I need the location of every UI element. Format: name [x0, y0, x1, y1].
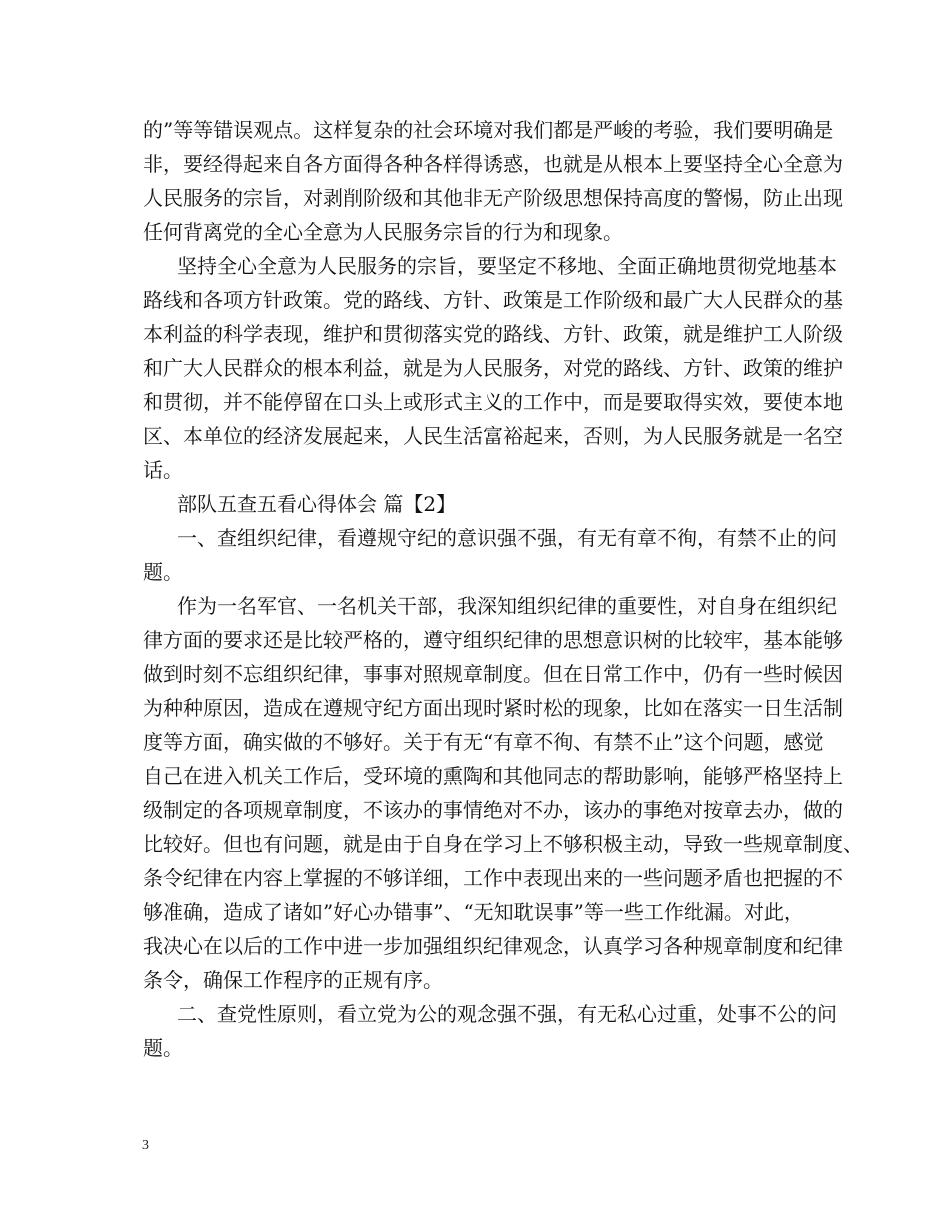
text-line: 二、查党性原则，看立党为公的观念强不强，有无私心过重，处事不公的问: [177, 1002, 837, 1026]
text-line: 条令纪律在内容上掌握的不够详细，工作中表现出来的一些问题矛盾也把握的不: [143, 866, 843, 890]
text-line: 律方面的要求还是比较严格的，遵守组织纪律的思想意识树的比较牢，基本能够: [143, 628, 843, 652]
text-line: 级制定的各项规章制度，不该办的事情绝对不办，该办的事绝对按章去办，做的: [143, 798, 843, 822]
text-line: 够准确，造成了诸如”好心办错事”、“无知耽误事”等一些工作纰漏。对此，: [143, 900, 804, 924]
text-line: 本利益的科学表现，维护和贯彻落实党的路线、方针、政策，就是维护工人阶级: [143, 322, 843, 346]
page-number: 3: [142, 1138, 149, 1153]
text-line: 和广大人民群众的根本利益，就是为人民服务，对党的路线、方针、政策的维护: [143, 356, 843, 380]
text-line: 非，要经得起来自各方面得各种各样得诱惑，也就是从根本上要坚持全心全意为: [143, 152, 843, 176]
text-line: 路线和各项方针政策。党的路线、方针、政策是工作阶级和最广大人民群众的基: [143, 288, 843, 312]
text-line: 为种种原因，造成在遵规守纪方面出现时紧时松的现象，比如在落实一日生活制: [143, 696, 843, 720]
text-line: 部队五查五看心得体会 篇【2】: [177, 492, 457, 516]
text-line: 题。: [143, 560, 183, 584]
document-body: [143, 113, 863, 1065]
text-line: 条令，确保工作程序的正规有序。: [143, 968, 443, 992]
text-line: 度等方面，确实做的不够好。关于有无“有章不徇、有禁不止”这个问题，感觉: [143, 730, 824, 754]
text-line: 一、查组织纪律，看遵规守纪的意识强不强，有无有章不徇，有禁不止的问: [177, 526, 837, 550]
text-line: 的”等等错误观点。这样复杂的社会环境对我们都是严峻的考验，我们要明确是: [143, 118, 834, 142]
text-line: 作为一名军官、一名机关干部，我深知组织纪律的重要性，对自身在组织纪: [177, 594, 837, 618]
text-line: 题。: [143, 1036, 183, 1060]
text-line: 做到时刻不忘组织纪律，事事对照规章制度。但在日常工作中，仍有一些时候因: [143, 662, 843, 686]
text-line: 坚持全心全意为人民服务的宗旨，要坚定不移地、全面正确地贯彻党地基本: [177, 254, 837, 278]
text-line: 任何背离党的全心全意为人民服务宗旨的行为和现象。: [143, 220, 623, 244]
text-line: 我决心在以后的工作中进一步加强组织纪律观念，认真学习各种规章制度和纪律: [143, 934, 843, 958]
text-line: 人民服务的宗旨，对剥削阶级和其他非无产阶级思想保持高度的警惕，防止出现: [143, 186, 843, 210]
text-line: 和贯彻，并不能停留在口头上或形式主义的工作中，而是要取得实效，要使本地: [143, 390, 843, 414]
text-line: 比较好。但也有问题，就是由于自身在学习上不够积极主动，导致一些规章制度、: [143, 832, 863, 856]
text-line: 自己在进入机关工作后，受环境的熏陶和其他同志的帮助影响，能够严格坚持上: [143, 764, 843, 788]
text-line: 话。: [143, 458, 183, 482]
text-line: 区、本单位的经济发展起来，人民生活富裕起来，否则，为人民服务就是一名空: [143, 424, 843, 448]
